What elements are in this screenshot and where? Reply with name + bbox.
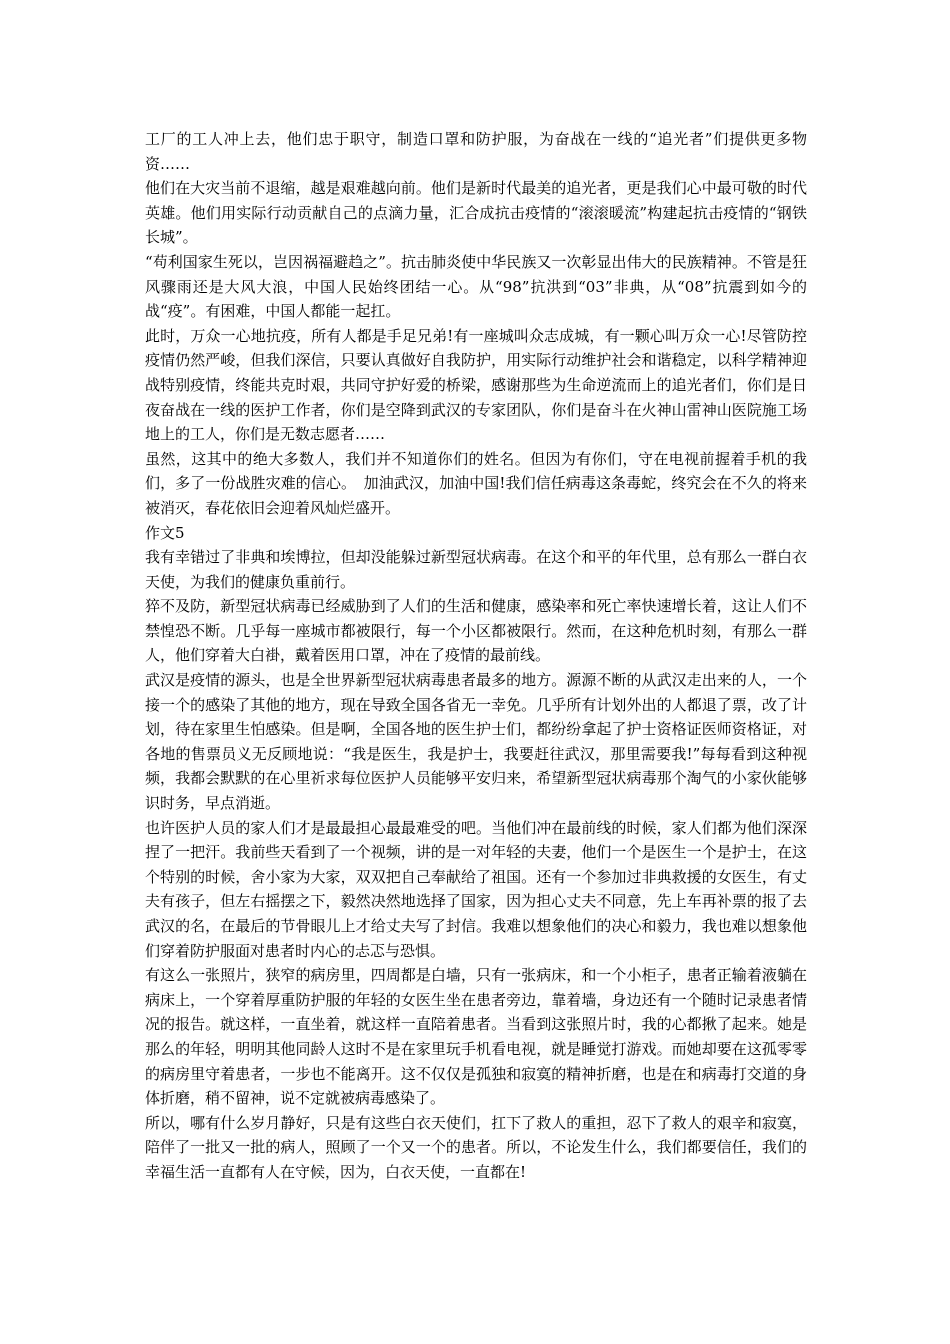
paragraph-11: 所以，哪有什么岁月静好，只是有这些白衣天使们，扛下了救人的重担，忍下了救人的艰辛和寂寞，陪伴了一批又一批的病人，照顾了一个又一个的患者。所以，不论发生什么，我们都要信任，我们的幸福生活一直都有人在守候，因为，白衣天使，一直都在! — [145, 1113, 807, 1181]
paragraph-6: 我有幸错过了非典和埃博拉，但却没能躲过新型冠状病毒。在这个和平的年代里，总有那么一群白衣天使，为我们的健康负重前行。 — [145, 548, 807, 591]
paragraph-1: 工厂的工人冲上去，他们忠于职守，制造口罩和防护服，为奋战在一线的“追光者”们提供更多物资…… — [145, 130, 807, 173]
paragraph-4: 此时，万众一心地抗疫，所有人都是手足兄弟!有一座城叫众志成城，有一颗心叫万众一心!尽管防控疫情仍然严峻，但我们深信，只要认真做好自我防护，用实际行动维护社会和谐稳定，以科学精神迎战特别疫情，终能共克时艰，共同守护好爱的桥梁，感谢那些为生命逆流而上的追光者们，你们是日夜奋战在一线的医护工作者，你们是空降到武汉的专家团队，你们是奋斗在火神山雷神山医院施工场地上的工人，你们是无数志愿者…… — [145, 326, 807, 444]
paragraph-3: “苟利国家生死以，岂因祸福避趋之”。抗击肺炎使中华民族又一次彰显出伟大的民族精神。不管是狂风骤雨还是大风大浪，中国人民始终团结一心。从“98”抗洪到“03”非典，从“08”抗震到如今的战“疫”。有困难，中国人都能一起扛。 — [145, 252, 807, 321]
paragraph-5: 虽然，这其中的绝大多数人，我们并不知道你们的姓名。但因为有你们，守在电视前握着手机的我们，多了一份战胜灾难的信心。 加油武汉，加油中国!我们信任病毒这条毒蛇，终究会在不久的将来被消灭，春花依旧会迎着风灿烂盛开。 — [145, 449, 807, 517]
paragraph-8: 武汉是疫情的源头，也是全世界新型冠状病毒患者最多的地方。源源不断的从武汉走出来的人，一个接一个的感染了其他的地方，现在导致全国各省无一幸免。几乎所有计划外出的人都退了票，改了计划，待在家里生怕感染。但是啊，全国各地的医生护士们，都纷纷拿起了护士资格证医师资格证，对各地的售票员义无反顾地说：“我是医生，我是护士，我要赶往武汉，那里需要我!”每每看到这种视频，我都会默默的在心里祈求每位医护人员能够平安归来，希望新型冠状病毒那个淘气的小家伙能够识时务，早点消逝。 — [145, 671, 807, 813]
paragraph-2: 他们在大灾当前不退缩，越是艰难越向前。他们是新时代最美的追光者，更是我们心中最可敬的时代英雄。他们用实际行动贡献自己的点滴力量，汇合成抗击疫情的“滚滚暖流”构建起抗击疫情的“钢铁长城”。 — [145, 179, 807, 247]
paragraph-7: 猝不及防，新型冠状病毒已经威胁到了人们的生活和健康，感染率和死亡率快速增长着，这让人们不禁惶恐不断。几乎每一座城市都被限行，每一个小区都被限行。然而，在这种危机时刻，有那么一群人，他们穿着大白褂，戴着医用口罩，冲在了疫情的最前线。 — [145, 597, 807, 665]
document-body — [145, 127, 807, 1185]
paragraph-9: 也许医护人员的家人们才是最最担心最最难受的吧。当他们冲在最前线的时候，家人们都为他们深深捏了一把汗。我前些天看到了一个视频，讲的是一对年轻的夫妻，他们一个是医生一个是护士，在这个特别的时候，舍小家为大家，双双把自己奉献给了祖国。还有一个参加过非典救援的女医生，有丈夫有孩子，但左右摇摆之下，毅然决然地选择了国家，因为担心丈夫不同意，先上车再补票的报了去武汉的名，在最后的节骨眼儿上才给丈夫写了封信。我难以想象他们的决心和毅力，我也难以想象他们穿着防护服面对患者时内心的忐忑与恐惧。 — [145, 818, 807, 960]
section-heading: 作文5 — [145, 523, 185, 542]
paragraph-10: 有这么一张照片，狭窄的病房里，四周都是白墙，只有一张病床，和一个小柜子，患者正输着液躺在病床上，一个穿着厚重防护服的年轻的女医生坐在患者旁边，靠着墙，身边还有一个随时记录患者情况的报告。就这样，一直坐着，就这样一直陪着患者。当看到这张照片时，我的心都揪了起来。她是那么的年轻，明明其他同龄人这时不是在家里玩手机看电视，就是睡觉打游戏。而她却要在这孤零零的病房里守着患者，一步也不能离开。这不仅仅是孤独和寂寞的精神折磨，也是在和病毒打交道的身体折磨，稍不留神，说不定就被病毒感染了。 — [145, 966, 807, 1108]
